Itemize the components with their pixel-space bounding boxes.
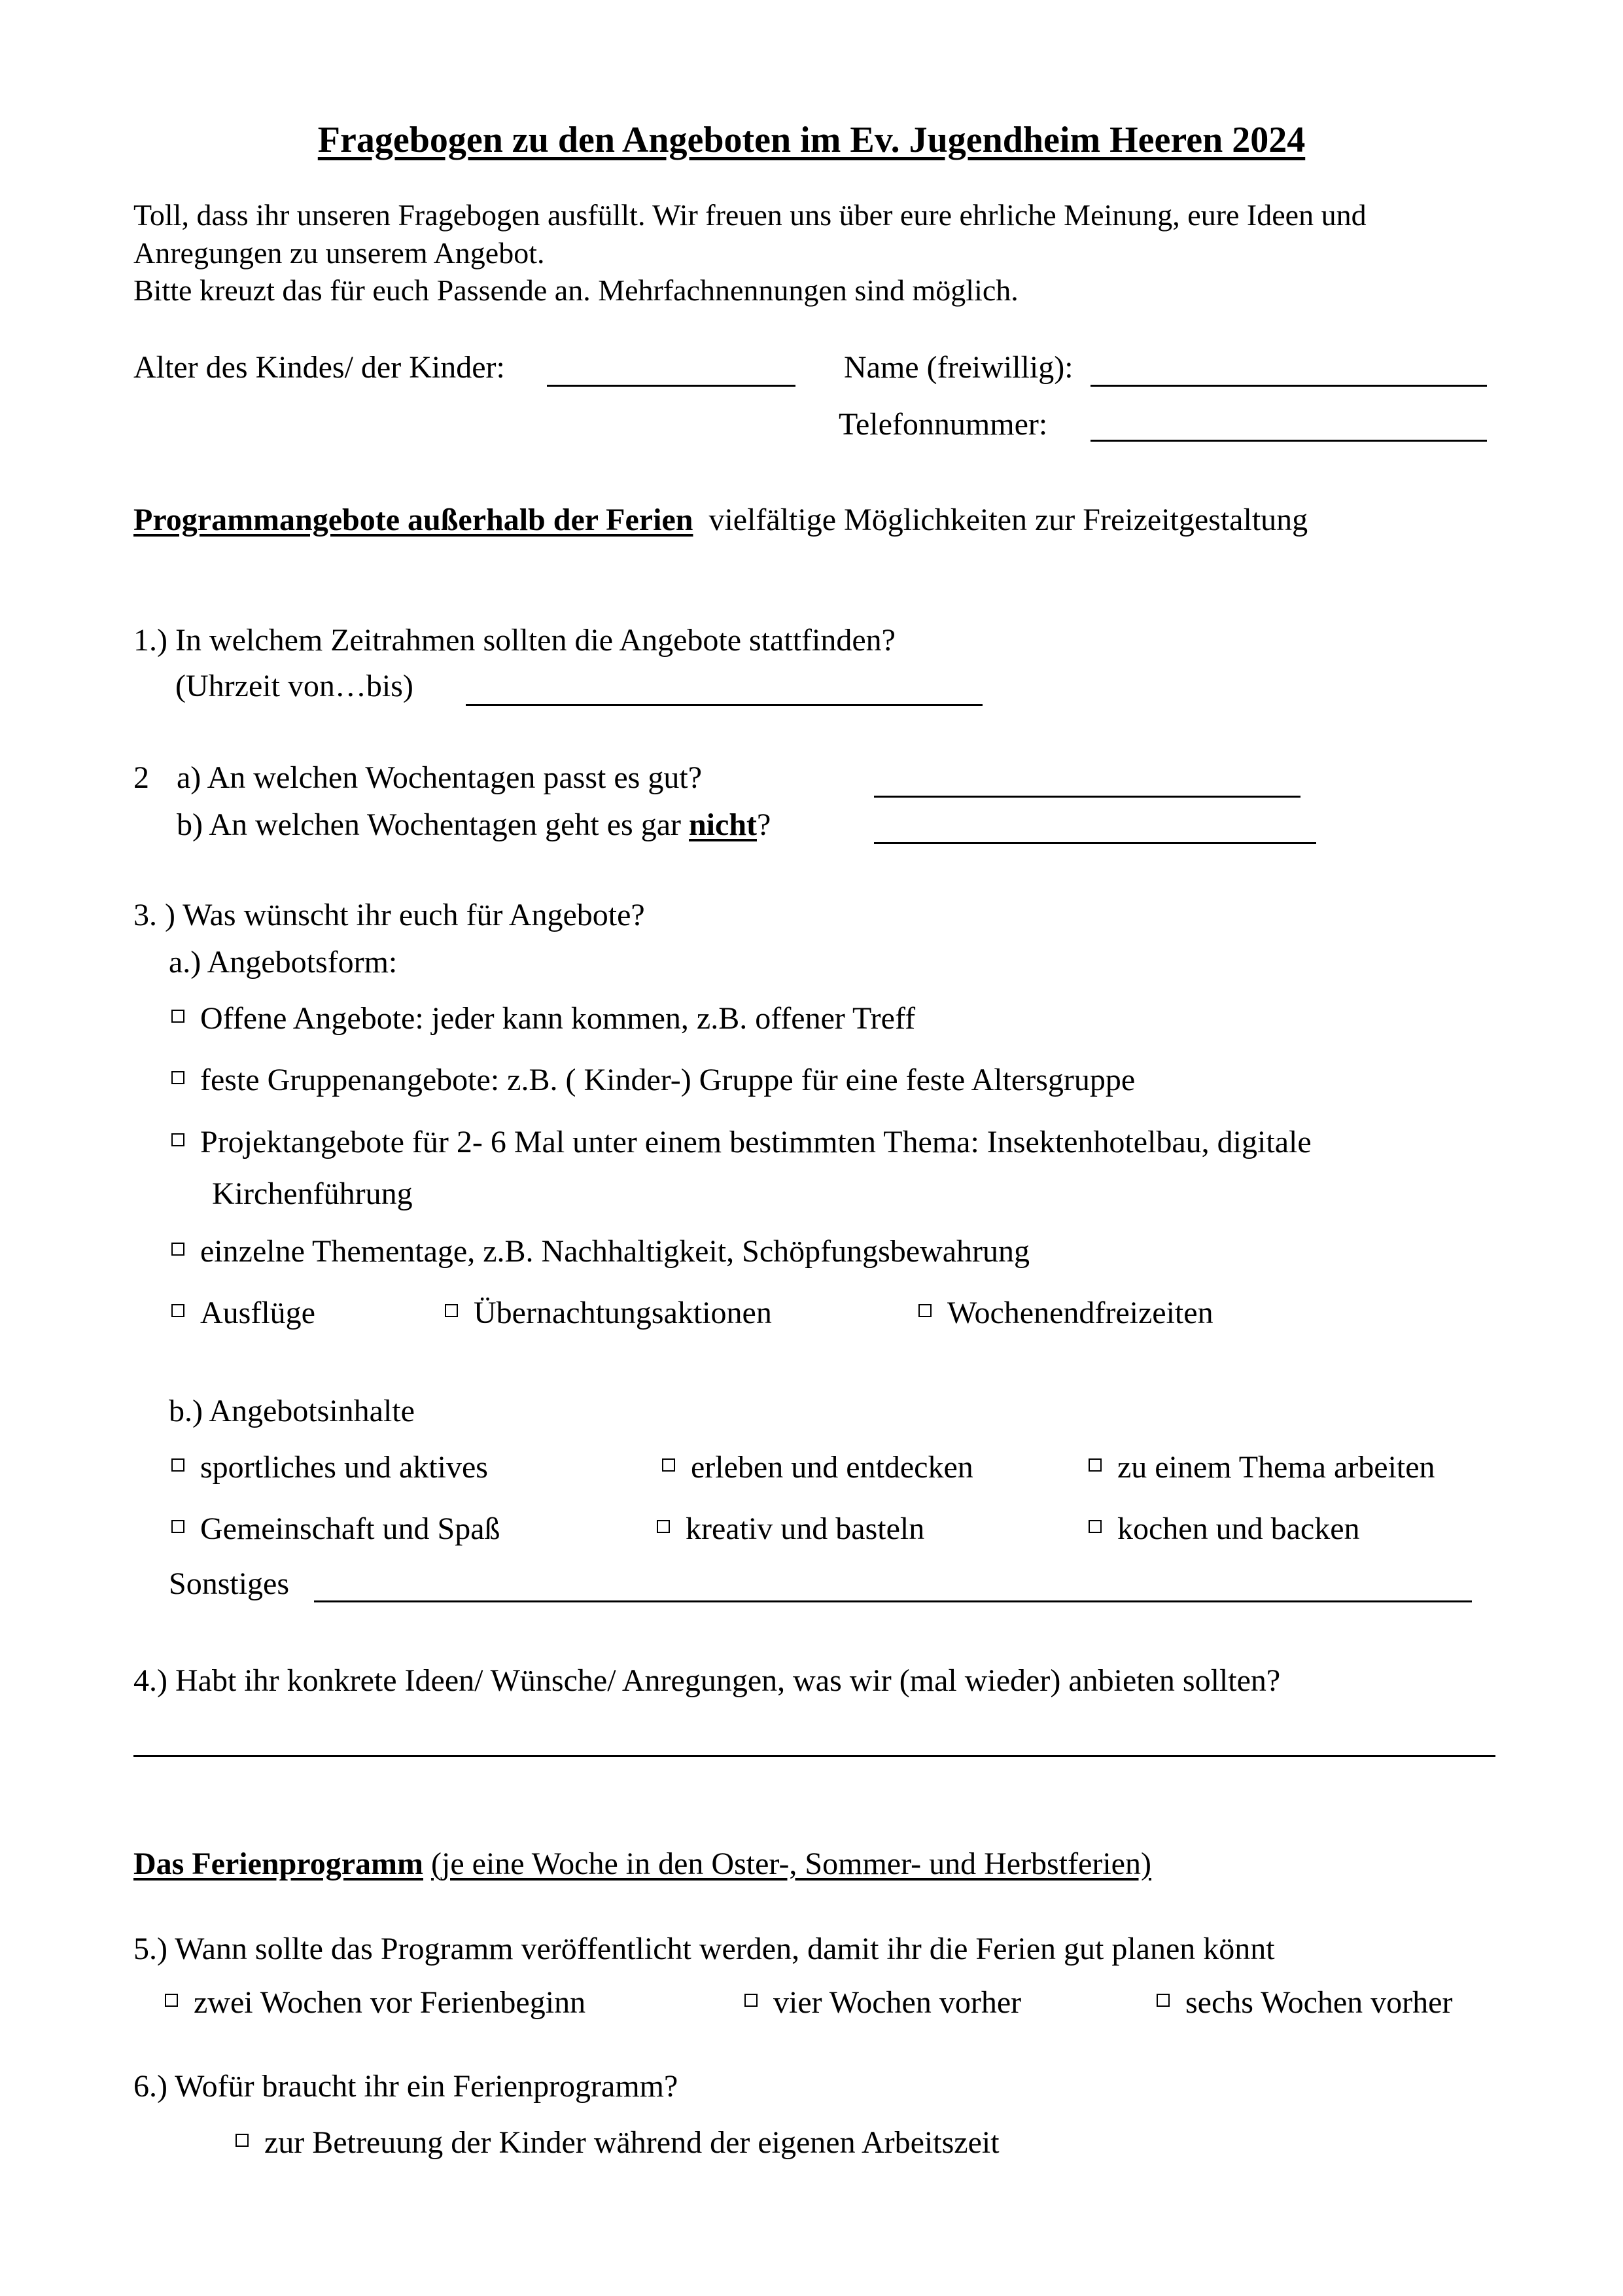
checkbox[interactable] (171, 1243, 184, 1256)
q5-text: 5.) Wann sollte das Programm veröffentlicht werden, damit ihr die Ferien gut planen könnt (133, 1932, 1275, 1966)
q2b-answer-field[interactable] (874, 842, 1316, 844)
q2b-text: b) An welchen Wochentagen geht es gar nicht? (177, 807, 771, 842)
q4-answer-field[interactable] (133, 1755, 1495, 1757)
checkbox[interactable] (171, 1010, 184, 1023)
q1-sub: (Uhrzeit von…bis) (175, 669, 413, 703)
q6-option-betreuung[interactable]: zur Betreuung der Kinder während der eigenen Arbeitszeit (236, 2124, 1000, 2162)
checkbox[interactable] (744, 1994, 758, 2007)
q3b-option-erleben[interactable]: erleben und entdecken (662, 1449, 973, 1487)
intro-line-3: Bitte kreuzt das für euch Passende an. Mehrfachnennungen sind möglich. (133, 274, 1019, 307)
q3a-label: a.) Angebotsform: (169, 945, 398, 980)
q3-text: 3. ) Was wünscht ihr euch für Angebote? (133, 898, 645, 932)
q3b-label: b.) Angebotsinhalte (169, 1394, 415, 1428)
q3b-option-kreativ[interactable]: kreativ und basteln (657, 1510, 924, 1548)
q3a-option-wochenend[interactable]: Wochenendfreizeiten (918, 1294, 1213, 1332)
alter-field[interactable] (547, 385, 795, 387)
telefon-field[interactable] (1091, 440, 1487, 442)
q3a-option-projekt-cont: Kirchenführung (212, 1176, 413, 1211)
section-1-heading: Programmangebote außerhalb der Ferien vielfältige Möglichkeiten zur Freizeitgestaltung (133, 503, 1308, 537)
intro-line-2: Anregungen zu unserem Angebot. (133, 236, 545, 270)
checkbox[interactable] (171, 1071, 184, 1084)
q2a-text: a) An welchen Wochentagen passt es gut? (177, 760, 702, 795)
checkbox[interactable] (165, 1994, 178, 2007)
q2a-answer-field[interactable] (874, 796, 1300, 798)
checkbox[interactable] (445, 1304, 458, 1317)
q3b-option-thema[interactable]: zu einem Thema arbeiten (1089, 1449, 1435, 1487)
q3b-option-gemeinschaft[interactable]: Gemeinschaft und Spaß (171, 1510, 500, 1548)
q1-answer-field[interactable] (466, 704, 983, 706)
alter-label: Alter des Kindes/ der Kinder: (133, 350, 505, 385)
name-field[interactable] (1091, 385, 1487, 387)
q3a-option-ausfluege[interactable]: Ausflüge (171, 1294, 315, 1332)
q5-option-vier-wochen[interactable]: vier Wochen vorher (744, 1984, 1021, 2022)
checkbox[interactable] (662, 1458, 675, 1472)
q3a-option-thementage[interactable]: einzelne Thementage, z.B. Nachhaltigkeit, Schöpfungsbewahrung (171, 1233, 1030, 1271)
q3a-option-projekt[interactable]: Projektangebote für 2- 6 Mal unter einem bestimmten Thema: Insektenhotelbau, digitale (171, 1123, 1312, 1161)
checkbox[interactable] (236, 2134, 249, 2147)
name-label: Name (freiwillig): (844, 350, 1073, 385)
checkbox[interactable] (171, 1304, 184, 1317)
q5-option-sechs-wochen[interactable]: sechs Wochen vorher (1157, 1984, 1452, 2022)
checkbox[interactable] (1089, 1520, 1102, 1533)
checkbox[interactable] (1157, 1994, 1170, 2007)
checkbox[interactable] (657, 1520, 670, 1533)
intro-line-1: Toll, dass ihr unseren Fragebogen ausfüllt. Wir freuen uns über eure ehrliche Meinung, eure Ideen und (133, 198, 1367, 232)
q3b-option-kochen[interactable]: kochen und backen (1089, 1510, 1360, 1548)
checkbox[interactable] (171, 1133, 184, 1146)
sonstiges-field[interactable] (314, 1600, 1472, 1602)
checkbox[interactable] (171, 1520, 184, 1533)
checkbox[interactable] (171, 1458, 184, 1472)
q5-option-zwei-wochen[interactable]: zwei Wochen vor Ferienbeginn (165, 1984, 585, 2022)
page-title: Fragebogen zu den Angeboten im Ev. Jugendheim Heeren 2024 (317, 120, 1306, 160)
q3a-option-uebernachtung[interactable]: Übernachtungsaktionen (445, 1294, 772, 1332)
telefon-label: Telefonnummer: (839, 407, 1048, 442)
q3a-option-offen[interactable]: Offene Angebote: jeder kann kommen, z.B. offener Treff (171, 1000, 915, 1038)
q1-text: 1.) In welchem Zeitrahmen sollten die Angebote stattfinden? (133, 623, 896, 658)
sonstiges-label: Sonstiges (169, 1566, 290, 1601)
q3b-option-sport[interactable]: sportliches und aktives (171, 1449, 488, 1487)
section-2-heading: Das Ferienprogramm (je eine Woche in den Oster-, Sommer- und Herbstferien) (133, 1846, 1151, 1881)
checkbox[interactable] (918, 1304, 932, 1317)
q3a-option-gruppen[interactable]: feste Gruppenangebote: z.B. ( Kinder-) Gruppe für eine feste Altersgruppe (171, 1061, 1135, 1099)
checkbox[interactable] (1089, 1458, 1102, 1472)
q6-text: 6.) Wofür braucht ihr ein Ferienprogramm? (133, 2069, 678, 2104)
q4-text: 4.) Habt ihr konkrete Ideen/ Wünsche/ Anregungen, was wir (mal wieder) anbieten sollten? (133, 1663, 1281, 1698)
q2-number: 2 (133, 760, 149, 795)
